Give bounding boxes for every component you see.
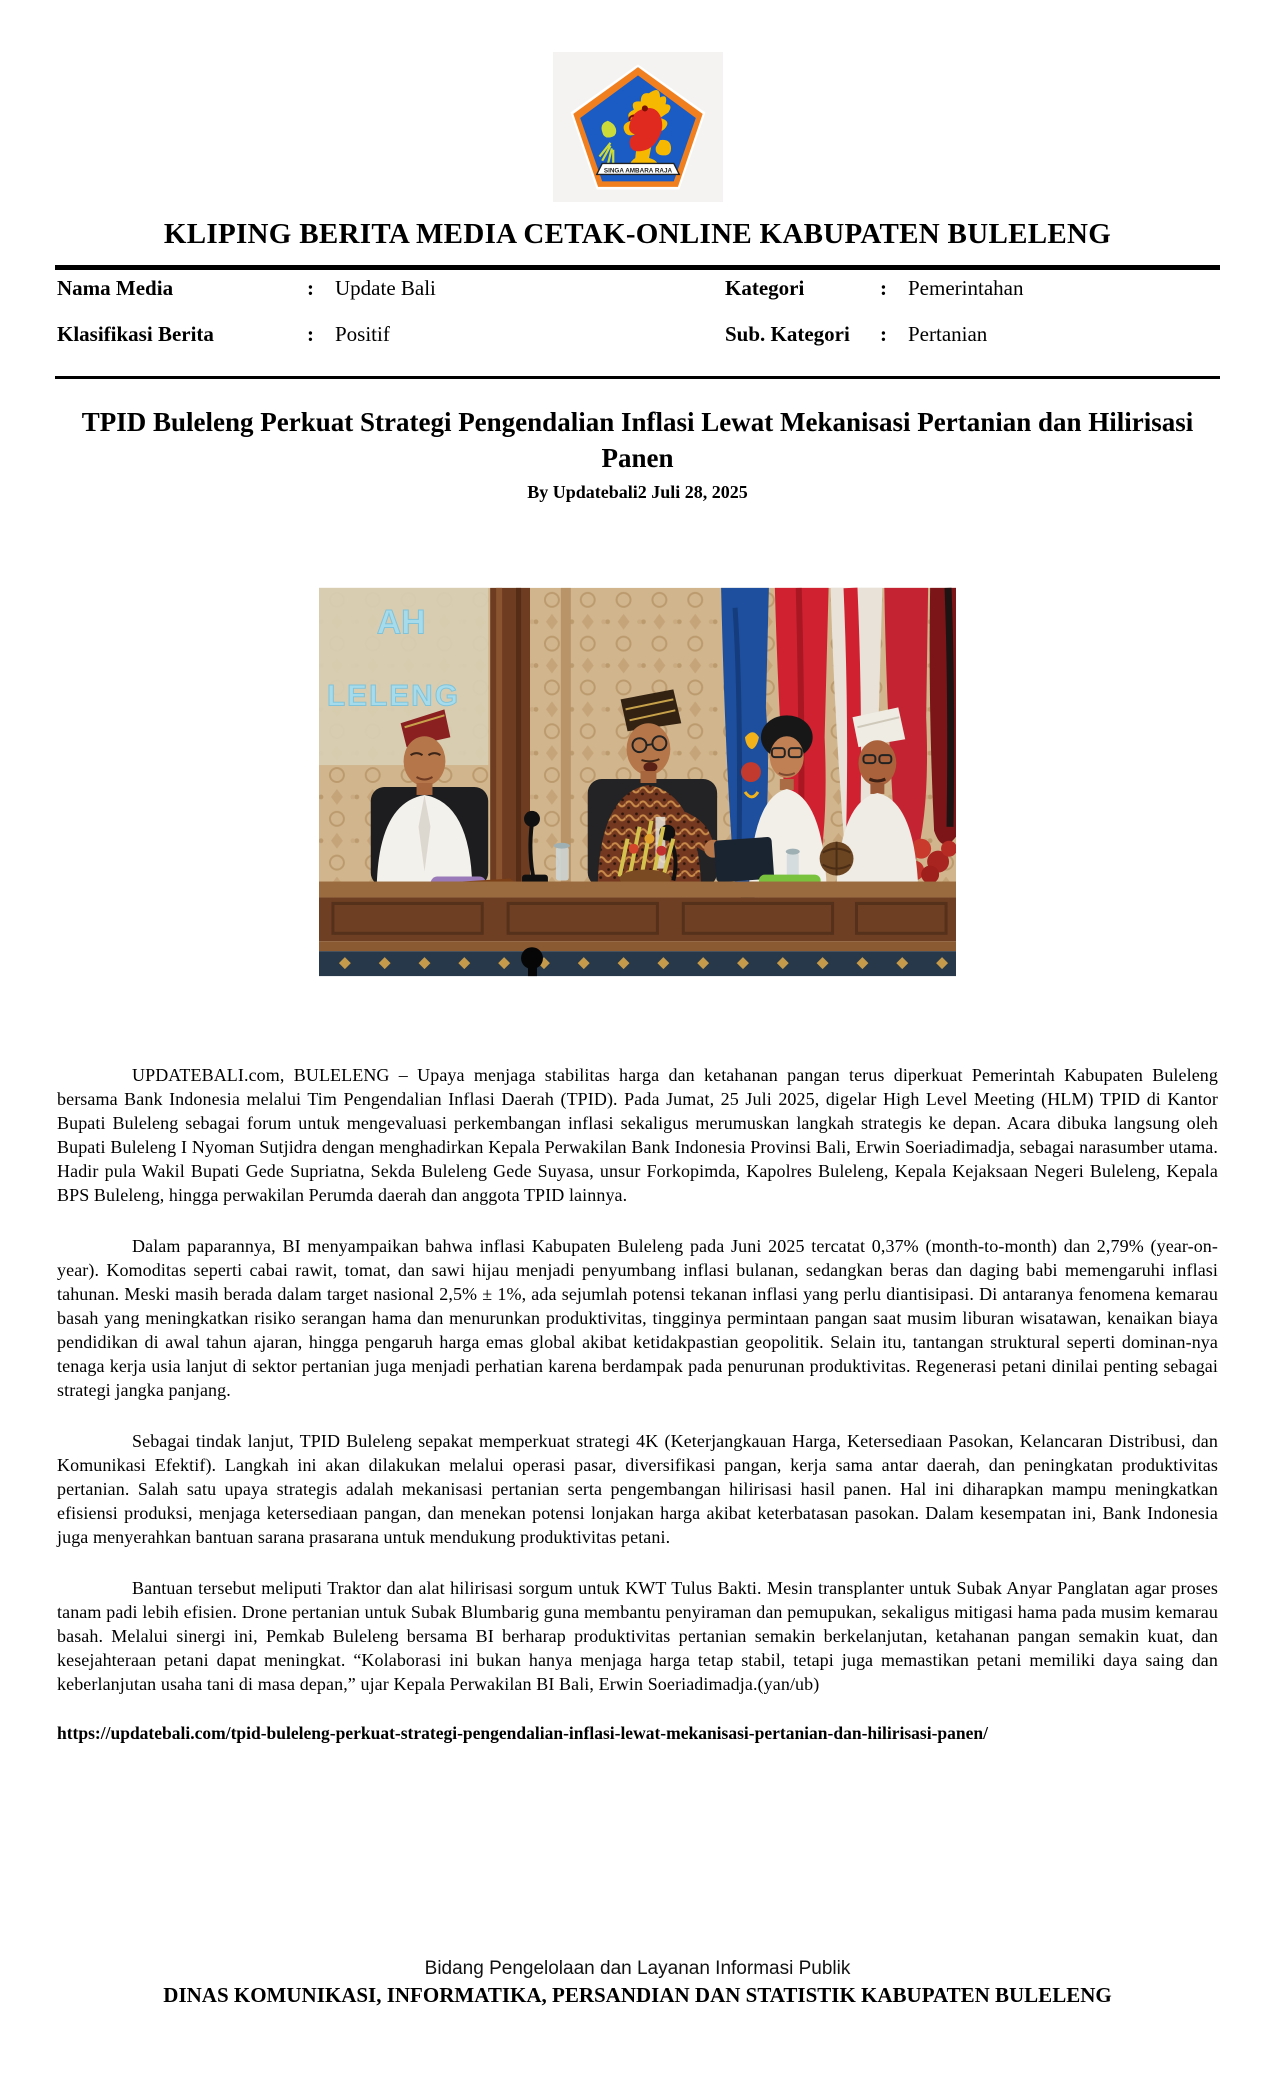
footer-agency: DINAS KOMUNIKASI, INFORMATIKA, PERSANDIAN DAN STATISTIK KABUPATEN BULELENG bbox=[163, 1983, 1112, 2007]
divider-thick bbox=[55, 265, 1220, 270]
meeting-photo-illustration bbox=[319, 587, 956, 977]
nama-media-label: Nama Media bbox=[57, 276, 174, 300]
sub-kategori-value: Pertanian bbox=[908, 322, 988, 346]
media-meta-table bbox=[57, 276, 1218, 368]
page-footer bbox=[0, 1958, 1275, 2008]
source-url-link[interactable]: https://updatebali.com/tpid-buleleng-perkuat-strategi-pengendalian-inflasi-lewat-mekanisasi-pertanian-dan-hilirisasi-panen/ bbox=[57, 1722, 988, 1743]
klasifikasi-value: Positif bbox=[335, 322, 390, 346]
buleleng-crest-icon bbox=[569, 63, 707, 191]
meta-row-1 bbox=[57, 276, 1218, 322]
footer-division: Bidang Pengelolaan dan Layanan Informasi Publik bbox=[424, 1958, 851, 1979]
logo-container bbox=[0, 0, 1275, 202]
article-body bbox=[57, 1063, 1218, 1696]
kategori-label: Kategori bbox=[725, 276, 805, 300]
page-title: KLIPING BERITA MEDIA CETAK-ONLINE KABUPATEN BULELENG bbox=[163, 218, 1112, 250]
colon: : bbox=[880, 276, 887, 300]
sub-kategori-label: Sub. Kategori bbox=[725, 322, 850, 346]
kategori-value: Pemerintahan bbox=[908, 276, 1024, 300]
paragraph-1: UPDATEBALI.com, BULELENG – Upaya menjaga stabilitas harga dan ketahanan pangan terus diperkuat Pemerintah Kabupaten Buleleng bersama Bank Indonesia melalui Tim Pengendalian Inflasi Daerah (TPID). Pada Jumat, 25 Juli 2025, digelar High Level Meeting (HLM) TPID di Kantor Bupati Buleleng sebagai forum untuk mengevaluasi perkembangan inflasi sekaligus merumuskan langkah strategis ke depan. Acara dibuka langsung oleh Bupati Buleleng I Nyoman Sutjidra dengan menghadirkan Kepala Perwakilan Bank Indonesia Provinsi Bali, Erwin Soeriadimadja, sebagai narasumber utama. Hadir pula Wakil Bupati Gede Supriatna, Sekda Buleleng Gede Suyasa, unsur Forkopimda, Kapolres Buleleng, Kepala Kejaksaan Negeri Buleleng, Kepala BPS Buleleng, hingga perwakilan Perumda daerah dan anggota TPID lainnya. bbox=[57, 1064, 1218, 1205]
meta-row-2 bbox=[57, 322, 1218, 368]
wall-sign-text-1: AH bbox=[376, 603, 426, 642]
article-photo bbox=[319, 587, 956, 977]
paragraph-3: Sebagai tindak lanjut, TPID Buleleng sepakat memperkuat strategi 4K (Keterjangkauan Harga, Ketersediaan Pasokan, Kelancaran Distribusi, dan Komunikasi Efektif). Langkah ini akan dilakukan melalui operasi pasar, diversifikasi pangan, kerja sama antar daerah, dan peningkatan produktivitas pertanian. Salah satu upaya strategis adalah mekanisasi pertanian serta pengembangan hilirisasi hasil panen. Hal ini diharapkan mampu meningkatkan efisiensi produksi, menjaga ketersediaan pangan, dan menekan potensi lonjakan harga akibat keterbatasan pasokan. Dalam kesempatan ini, Bank Indonesia juga menyerahkan bantuan sarana prasarana untuk mendukung produktivitas petani. bbox=[57, 1430, 1218, 1547]
paragraph-4: Bantuan tersebut meliputi Traktor dan alat hilirisasi sorgum untuk KWT Tulus Bakti. Mesin transplanter untuk Subak Anyar Panglatan agar proses tanam padi lebih efisien. Drone pertanian untuk Subak Blumbarig guna membantu penyiraman dan pemupukan, sekaligus mitigasi hama pada musim kemarau basah. Melalui sinergi ini, Pemkab Buleleng bersama BI berharap produktivitas pertanian semakin berkelanjutan, ketahanan pangan semakin kuat, dan kesejahteraan petani dapat meningkat. “Kolaborasi ini bukan hanya menjaga harga tetap stabil, tetapi juga memastikan petani memiliki daya saing dan keberlanjutan usaha tani di masa depan,” ujar Kepala Perwakilan BI Bali, Erwin Soeriadimadja.(yan/ub) bbox=[57, 1577, 1218, 1694]
article-title: TPID Buleleng Perkuat Strategi Pengendalian Inflasi Lewat Mekanisasi Pertanian dan Hilirisasi Panen bbox=[81, 407, 1194, 473]
paragraph-2: Dalam paparannya, BI menyampaikan bahwa inflasi Kabupaten Buleleng pada Juni 2025 tercatat 0,37% (month-to-month) dan 2,79% (year-on-year). Komoditas seperti cabai rawit, tomat, dan sawi hijau menjadi penyumbang inflasi bulanan, sedangkan beras dan daging babi memengaruhi inflasi tahunan. Meski masih berada dalam target nasional 2,5% ± 1%, ada sejumlah potensi tekanan inflasi yang perlu diantisipasi. Di antaranya fenomena kemarau basah yang meningkatkan risiko serangan hama dan menurunkan produktivitas, tingginya permintaan pangan saat musim liburan wisatawan, kenaikan biaya pendidikan di awal tahun ajaran, hingga pengaruh harga emas global akibat ketidakpastian geopolitik. Selain itu, tantangan struktural seperti dominan-nya tenaga kerja usia lanjut di sektor pertanian juga menjadi perhatian karena berdampak pada penurunan produktivitas. Regenerasi petani dinilai penting sebagai strategi jangka panjang. bbox=[57, 1235, 1218, 1400]
colon: : bbox=[307, 276, 314, 300]
dais bbox=[319, 881, 956, 976]
divider-thin bbox=[55, 376, 1220, 379]
crest-banner-text: SINGA AMBARA RAJA bbox=[603, 167, 672, 175]
klasifikasi-label: Klasifikasi Berita bbox=[57, 322, 214, 346]
nama-media-value: Update Bali bbox=[335, 276, 436, 300]
wall-sign-text-2: LELENG bbox=[326, 679, 460, 713]
colon: : bbox=[307, 322, 314, 346]
colon: : bbox=[880, 322, 887, 346]
buleleng-crest-logo bbox=[553, 52, 723, 202]
article-byline: By Updatebali2 Juli 28, 2025 bbox=[527, 481, 748, 502]
